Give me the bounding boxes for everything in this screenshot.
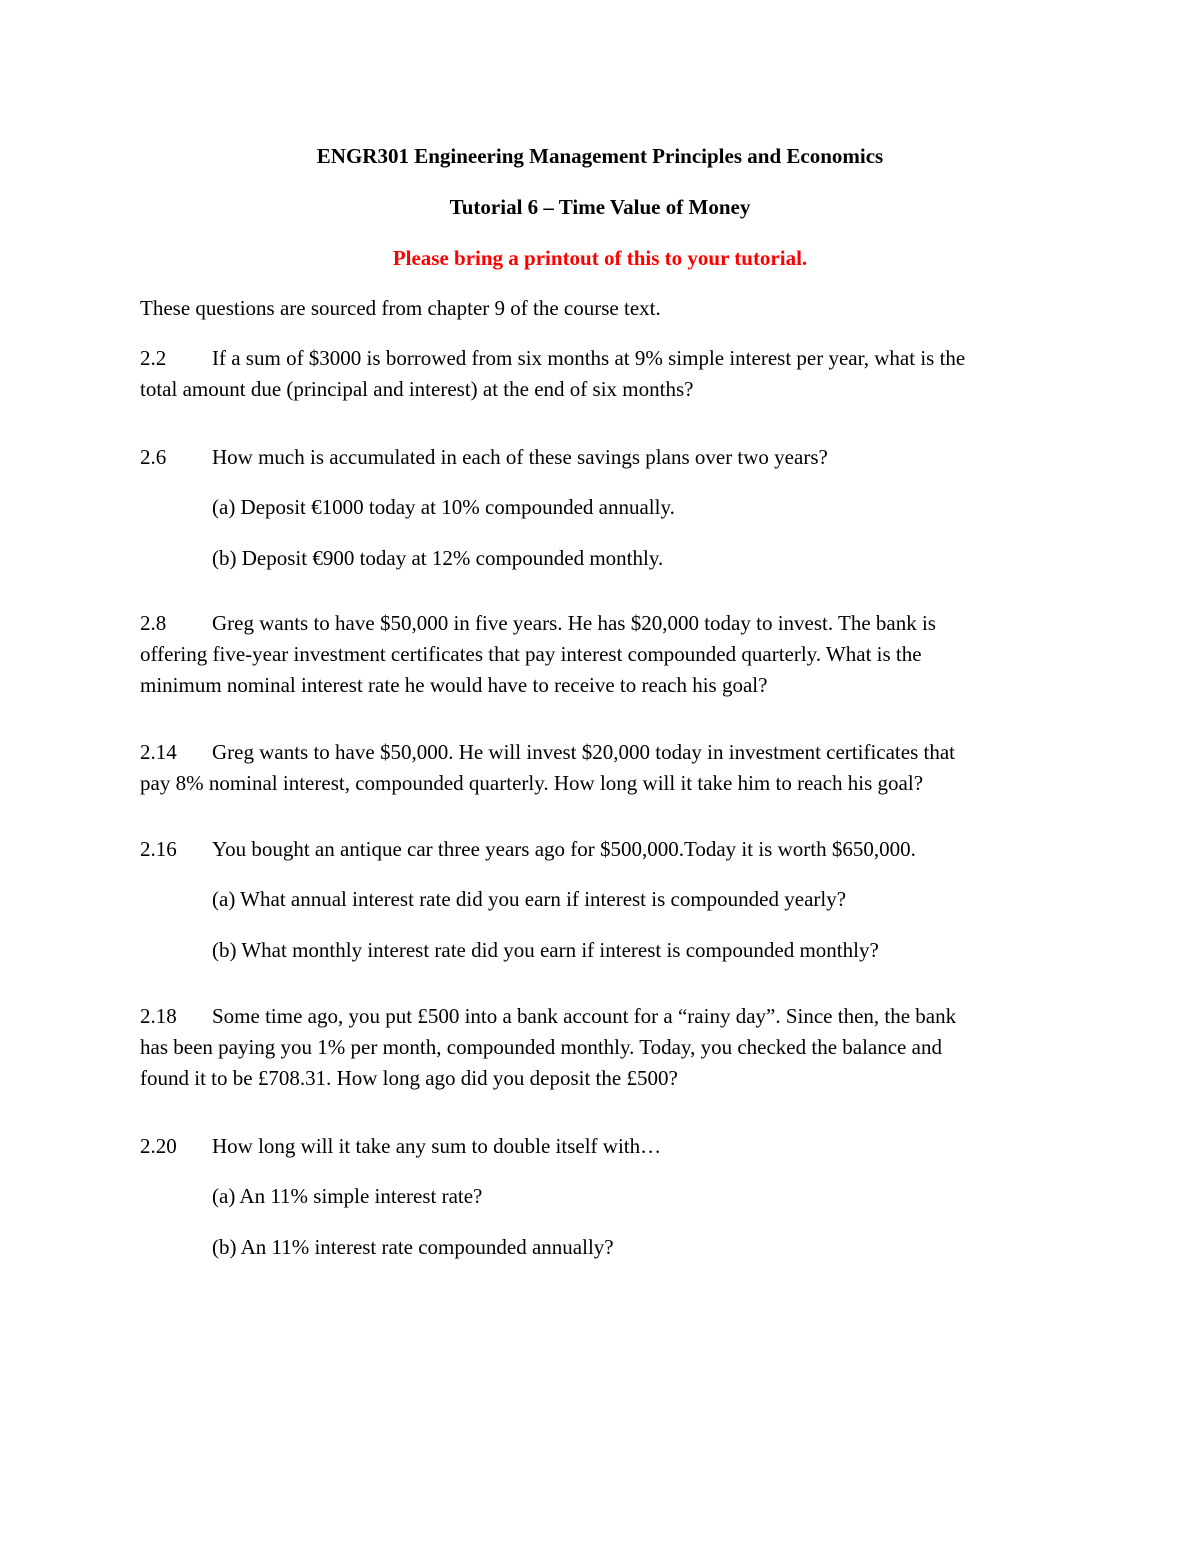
question-text-line: offering five-year investment certificates that pay interest compounded quarterly. What is the	[140, 642, 922, 666]
question-text-line: Greg wants to have $50,000. He will invest $20,000 today in investment certificates that	[212, 740, 955, 764]
question-2-14	[140, 737, 1070, 799]
question-text-line: Greg wants to have $50,000 in five years. He has $20,000 today to invest. The bank is	[212, 611, 936, 635]
question-part-a: (a) An 11% simple interest rate?	[212, 1184, 483, 1208]
course-title: ENGR301 Engineering Management Principles and Economics	[316, 144, 884, 168]
question-text-line: If a sum of $3000 is borrowed from six months at 9% simple interest per year, what is the	[212, 346, 966, 370]
question-2-18	[140, 1001, 1070, 1094]
question-part-b: (b) An 11% interest rate compounded annually?	[212, 1235, 614, 1259]
question-text-line: How long will it take any sum to double itself with…	[212, 1134, 662, 1158]
question-text-line: Some time ago, you put £500 into a bank account for a “rainy day”. Since then, the bank	[212, 1004, 957, 1028]
printout-notice: Please bring a printout of this to your tutorial.	[392, 246, 808, 270]
question-2-8	[140, 608, 1070, 701]
question-2-20	[140, 1131, 1070, 1162]
question-number: 2.6	[140, 445, 167, 469]
question-2-16	[140, 834, 1070, 865]
intro-text: These questions are sourced from chapter 9 of the course text.	[140, 296, 661, 320]
question-part-a: (a) Deposit €1000 today at 10% compounded annually.	[212, 495, 675, 519]
question-number: 2.2	[140, 346, 167, 370]
question-text-line: found it to be £708.31. How long ago did you deposit the £500?	[140, 1066, 678, 1090]
tutorial-title: Tutorial 6 – Time Value of Money	[449, 195, 751, 219]
question-number: 2.20	[140, 1134, 177, 1158]
question-text-line: How much is accumulated in each of these savings plans over two years?	[212, 445, 828, 469]
question-2-2	[140, 343, 1070, 405]
question-text-line: pay 8% nominal interest, compounded quarterly. How long will it take him to reach his goal?	[140, 771, 924, 795]
question-number: 2.14	[140, 740, 177, 764]
question-2-6	[140, 442, 1070, 473]
question-number: 2.8	[140, 611, 167, 635]
question-text-line: has been paying you 1% per month, compounded monthly. Today, you checked the balance and	[140, 1035, 942, 1059]
question-text-line: minimum nominal interest rate he would have to receive to reach his goal?	[140, 673, 768, 697]
question-text-line: You bought an antique car three years ago for $500,000.Today it is worth $650,000.	[212, 837, 916, 861]
question-number: 2.18	[140, 1004, 177, 1028]
question-part-b: (b) What monthly interest rate did you earn if interest is compounded monthly?	[212, 938, 879, 962]
question-text-line: total amount due (principal and interest) at the end of six months?	[140, 377, 694, 401]
question-number: 2.16	[140, 837, 177, 861]
question-part-a: (a) What annual interest rate did you earn if interest is compounded yearly?	[212, 887, 847, 911]
question-part-b: (b) Deposit €900 today at 12% compounded monthly.	[212, 546, 664, 570]
